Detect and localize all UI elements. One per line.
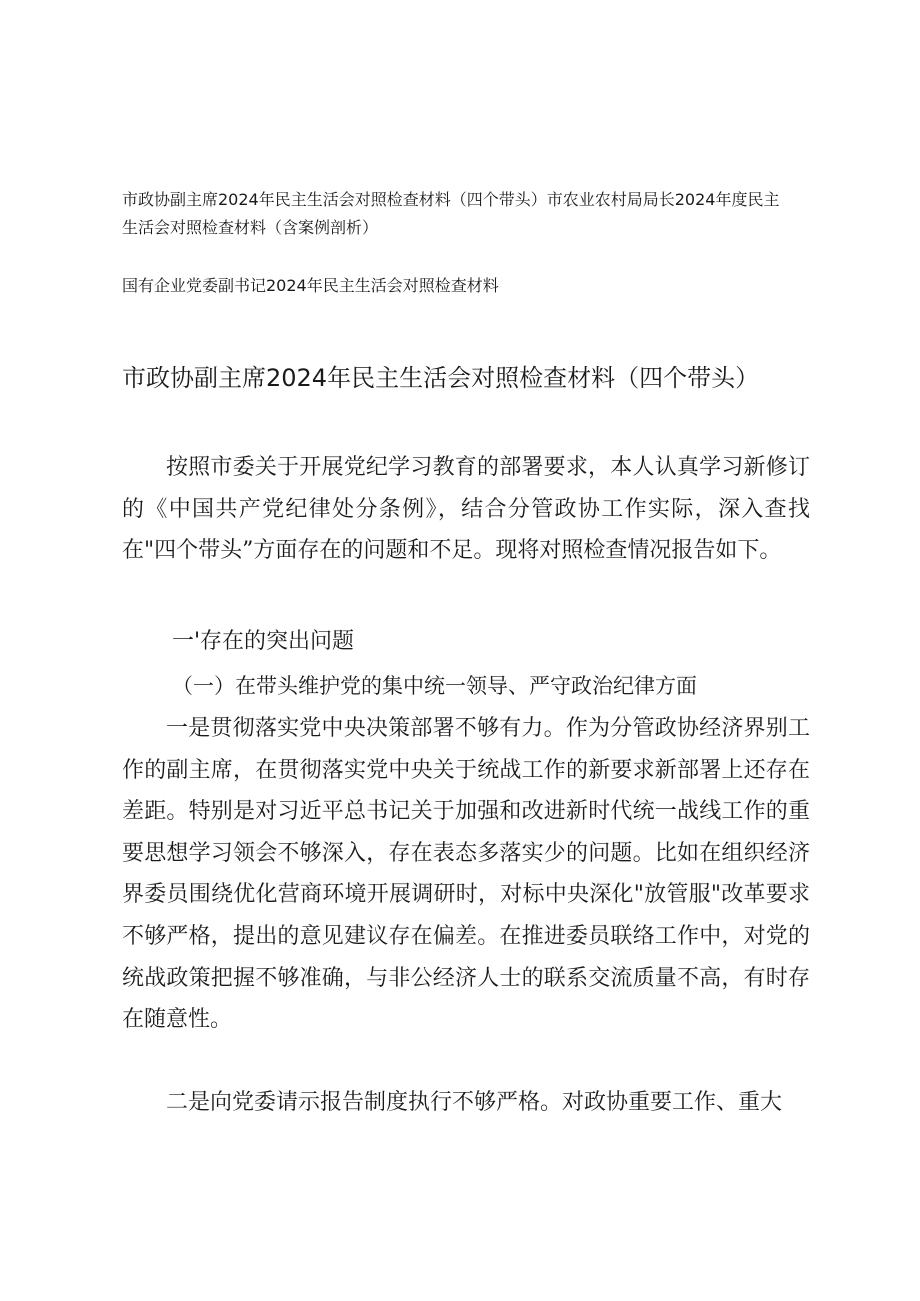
toc-entry-1-continued: 生活会对照检查材料（含案例剖析）: [122, 218, 379, 237]
toc-entry-1: 市政协副主席2024年民主生活会对照检查材料（四个带头）市农业农村局局长2024年度民主: [122, 190, 780, 209]
body-paragraph-2: 二是向党委请示报告制度执行不够严格。对政协重要工作、重大: [166, 1090, 783, 1115]
document-title: 市政协副主席2024年民主生活会对照检查材料（四个带头）: [122, 364, 760, 392]
intro-paragraph: 按照市委关于开展党纪学习教育的部署要求，本人认真学习新修订的《中国共产党纪律处分条例》，结合分管政协工作实际，深入查找在"四个带头”方面存在的问题和不足。现将对照检查情况报告如下。: [122, 455, 810, 564]
subsection-heading-1: （一）在带头维护党的集中统一领导、严守政治纪律方面: [172, 674, 697, 698]
body-paragraph-1: 一是贯彻落实党中央决策部署不够有力。作为分管政协经济界别工作的副主席，在贯彻落实党中央关于统战工作的新要求新部署上还存在差距。特别是对习近平总书记关于加强和改进新时代统一战线工作的重要思想学习领会不够深入，存在表态多落实少的问题。比如在组织经济界委员围绕优化营商环境开展调研时，对标中央深化"放管服"改革要求不够严格，提出的意见建议存在偏差。在推进委员联络工作中，对党的统战政策把握不够准确，与非公经济人士的联系交流质量不高，有时存在随意性。: [122, 716, 810, 1033]
toc-entry-2: 国有企业党委副书记2024年民主生活会对照检查材料: [122, 276, 499, 295]
section-heading-problems: 一'存在的突出问题: [172, 629, 355, 654]
